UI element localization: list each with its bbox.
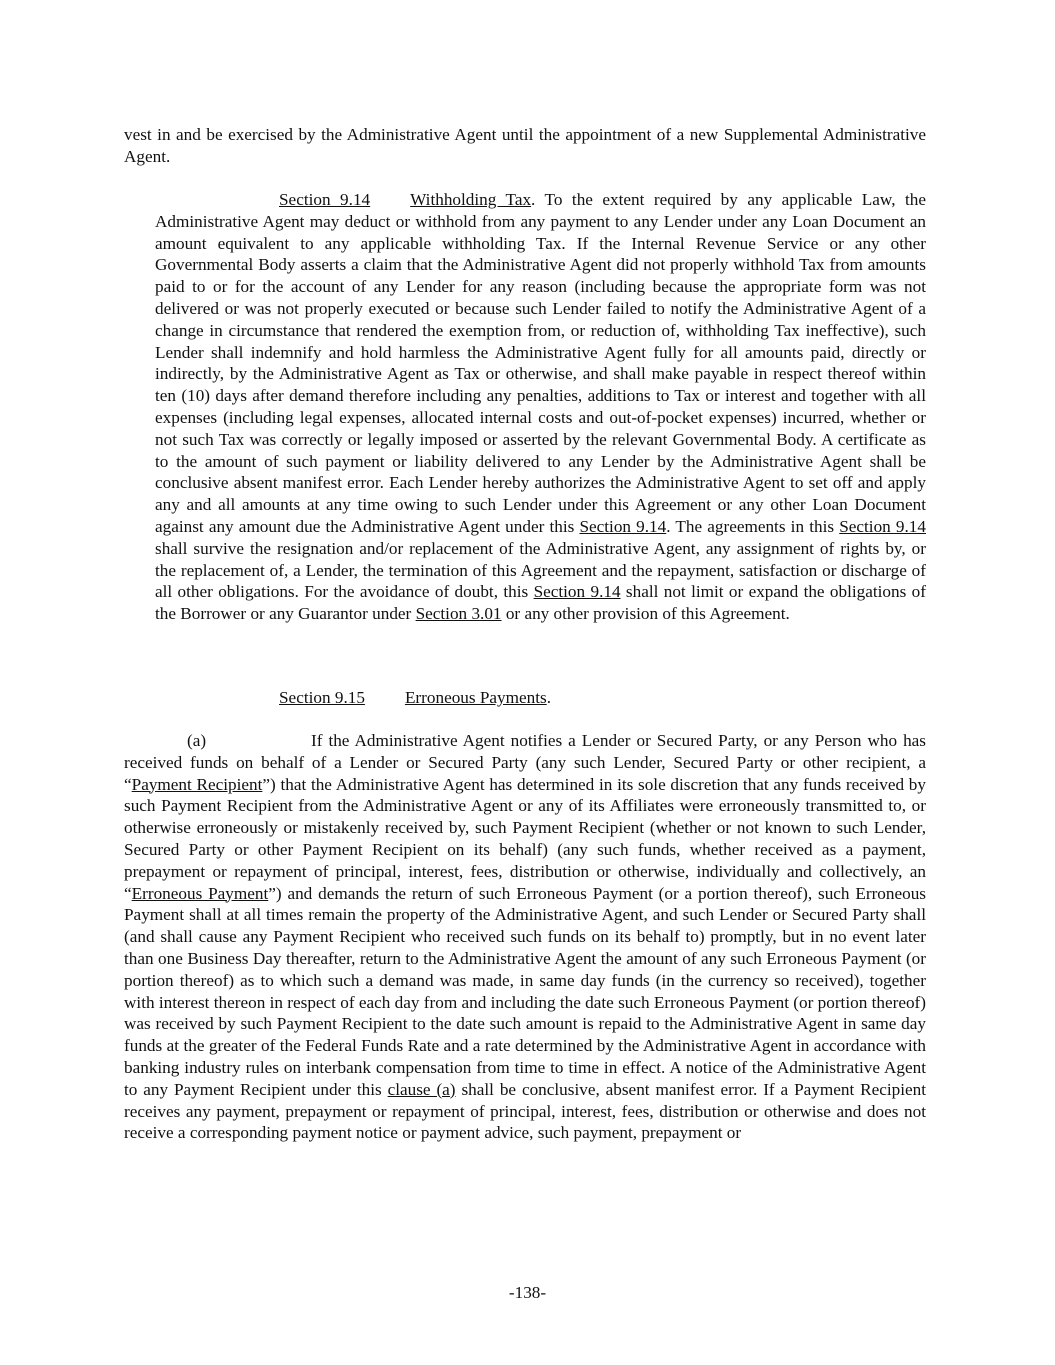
clause-body-text: ”) and demands the return of such Erroneous Payment (or a portion thereof), such Erroneous Payment shall at all times remain the property of the Administrative Agent, and such Lender or Secured Party shall (and shall cause any Payment Recipient who received such funds on its behalf to) promptly, but in no event later than one Business Day thereafter, return to the Administrative Agent the amount of any such Erroneous Payment (or portion thereof) as to which such a demand was made, in same day funds (in the currency so received), together with interest thereon in respect of each day from and including the date such Erroneous Payment (or portion thereof) was received by such Payment Recipient to the date such amount is repaid to the Administrative Agent in same day funds at the greater of the Federal Funds Rate and a rate determined by the Administrative Agent in accordance with banking industry rules on interbank compensation from time to time in effect. A notice of the Administrative Agent to any Payment Recipient under this (124, 883, 926, 1099)
section-body-text: or any other provision of this Agreement. (501, 604, 790, 624)
cross-reference: clause (a) (387, 1079, 456, 1099)
section-9-15-heading (279, 687, 551, 709)
section-body-text: . The agreements in this (666, 516, 840, 536)
clause-a-paragraph (124, 730, 926, 1144)
clause-body-text: ”) that the Administrative Agent has determined in its sole discretion that any funds received by such Payment Recipient from the Administrative Agent or any of its Affiliates were erroneously transmitted to, or otherwise erroneously or mistakenly received by, such Payment Recipient (whether or not known to such Lender, Secured Party or other Payment Recipient on its behalf) (any such funds, whether received as a payment, prepayment or repayment of principal, interest, fees, distribution or otherwise, individually and collectively, an “ (124, 774, 926, 903)
section-title: Erroneous Payments (404, 688, 547, 707)
clause-label: (a) (187, 731, 207, 750)
section-title: Withholding Tax (410, 190, 532, 209)
defined-term: Erroneous Payment (131, 883, 269, 903)
defined-term: Payment Recipient (131, 774, 263, 794)
paragraph-text: vest in and be exercised by the Administrative Agent until the appointment of a new Supplemental Administrative Agent. (124, 125, 926, 166)
cross-reference: Section 9.14 (579, 516, 667, 536)
section-body-text: . To the extent required by any applicable Law, the Administrative Agent may deduct or withhold from any payment to any Lender under any Loan Document an amount equivalent to any applicable withholding Tax. If the Internal Revenue Service or any other Governmental Body asserts a claim that the Administrative Agent did not properly withhold Tax from amounts paid to or for the account of any Lender for any reason (including because the appropriate form was not delivered or was not properly executed or because such Lender failed to notify the Administrative Agent of a change in circumstance that rendered the exemption from, or reduction of, withholding Tax ineffective), such Lender shall indemnify and hold harmless the Administrative Agent fully for all amounts paid, directly or indirectly, by the Administrative Agent as Tax or otherwise, and shall make payable in respect thereof within ten (10) days after demand therefore including any penalties, additions to Tax or interest and together with all expenses (including legal expenses, allocated internal costs and out-of-pocket expenses) incurred, whether or not such Tax was correctly or legally imposed or asserted by the relevant Governmental Body. A certificate as to the amount of such payment or liability delivered to any Lender by the Administrative Agent shall be conclusive absent manifest error. Each Lender hereby authorizes the Administrative Agent to set off and apply any and all amounts at any time owing to such Lender under this Agreement or any other Loan Document against any amount due the Administrative Agent under this (155, 190, 926, 536)
section-number: Section 9.14 (279, 190, 371, 209)
clause-body-text: If the Administrative Agent notifies a Lender or Secured Party, or any Person who has received funds on behalf of a Lender or Secured Party (any such Lender, Secured Party or other recipient, a “ (124, 731, 926, 794)
section-9-14-paragraph (155, 189, 926, 625)
cross-reference: Section 9.14 (839, 516, 926, 536)
cross-reference: Section 9.14 (533, 582, 621, 602)
section-body-text: shall not limit or expand the obligations of the Borrower or any Guarantor under (155, 582, 926, 624)
section-number: Section 9.15 (279, 688, 365, 707)
page-number: -138- (508, 1283, 547, 1302)
section-body-text: shall survive the resignation and/or replacement of the Administrative Agent, any assignment of rights by, or the replacement of, a Lender, the termination of this Agreement and the repayment, satisfaction or discharge of all other obligations. For the avoidance of doubt, this (155, 538, 926, 602)
paragraph-continuation (124, 124, 926, 168)
section-title-suffix: . (546, 688, 552, 707)
clause-body-text: shall be conclusive, absent manifest error. If a Payment Recipient receives any payment, prepayment or repayment of principal, interest, fees, distribution or otherwise and does not receive a corresponding payment notice or payment advice, such payment, prepayment or (124, 1079, 927, 1143)
cross-reference: Section 3.01 (415, 604, 502, 624)
